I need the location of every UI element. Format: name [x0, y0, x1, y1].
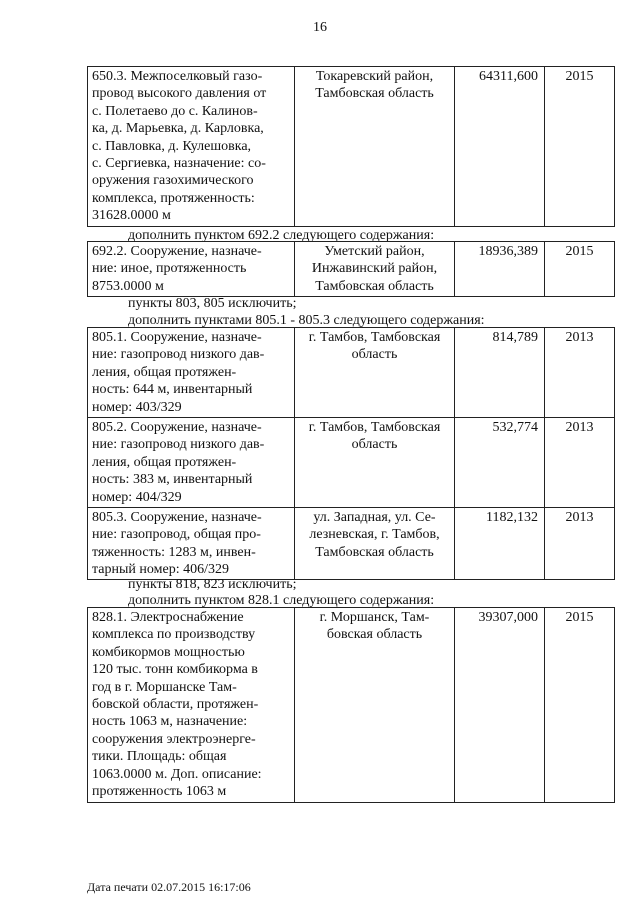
item-year: 2013: [545, 418, 615, 508]
text-line: 828.1. Электроснабжение: [92, 610, 244, 625]
item-year: 2013: [545, 328, 615, 418]
table-row: [88, 242, 615, 297]
text-line: ние: газопровод, общая про-: [92, 527, 261, 543]
text-line: Тамбовская область: [315, 278, 434, 294]
item-value: 532,774: [455, 418, 545, 508]
text-line: 31628.0000 м: [92, 208, 171, 224]
text-line: протяженность 1063 м: [92, 784, 227, 800]
text-line: с. Павловка, д. Кулешовка,: [92, 138, 252, 154]
item-value: 1182,132: [455, 508, 545, 580]
text-line: Тамбовская область: [315, 544, 434, 560]
note-text: пункты 818, 823 исключить;: [128, 577, 297, 592]
registry-table-2: [87, 241, 615, 297]
item-location: [295, 67, 455, 227]
table-row: [88, 328, 615, 418]
text-line: 120 тыс. тонн комбикорма в: [92, 662, 258, 678]
text-line: ние: газопровод низкого дав-: [92, 347, 265, 363]
text-line: ность: 644 м, инвентарный: [92, 382, 253, 398]
text-line: лезневская, г. Тамбов,: [309, 527, 440, 543]
item-year: 2015: [545, 242, 615, 297]
text-line: комплекса, протяженность:: [92, 190, 255, 206]
text-line: тарный номер: 406/329: [92, 562, 229, 578]
text-line: Токаревский район,: [315, 69, 434, 84]
table-row: [88, 508, 615, 580]
text-line: Инжавинский район,: [311, 261, 438, 277]
item-description: [88, 242, 295, 297]
item-description: [88, 418, 295, 508]
note-text: пункты 803, 805 исключить;: [128, 296, 297, 311]
text-line: комплекса по производству: [92, 627, 256, 643]
registry-table-3: [87, 327, 615, 580]
text-line: ние: иное, протяженность: [92, 261, 247, 277]
text-line: тики. Площадь: общая: [92, 749, 227, 765]
text-line: с. Полетаево до с. Калинов-: [92, 103, 258, 119]
note-text: дополнить пунктом 828.1 следующего содержания:: [128, 593, 435, 608]
text-line: область: [351, 437, 398, 453]
text-line: 692.2. Сооружение, назначе-: [92, 244, 262, 259]
text-line: ность: 383 м, инвентарный: [92, 472, 253, 488]
text-line: ул. Западная, ул. Се-: [313, 510, 436, 525]
item-description: [88, 508, 295, 580]
item-year: 2015: [545, 67, 615, 227]
text-line: Тамбовская область: [315, 86, 434, 102]
item-location: [295, 242, 455, 297]
item-description: [88, 328, 295, 418]
table-row: [88, 418, 615, 508]
item-year: 2015: [545, 608, 615, 803]
item-value: 814,789: [455, 328, 545, 418]
registry-table-4: [87, 607, 615, 803]
note-text: дополнить пунктом 692.2 следующего содержания:: [128, 228, 435, 243]
text-line: год в г. Моршанске Там-: [92, 679, 237, 695]
text-line: бовской области, протяжен-: [92, 697, 259, 713]
text-line: г. Тамбов, Тамбовская: [308, 330, 441, 345]
item-location: [295, 608, 455, 803]
text-line: область: [351, 347, 398, 363]
text-line: г. Тамбов, Тамбовская: [308, 420, 441, 435]
print-date-footer: Дата печати 02.07.2015 16:17:06: [87, 880, 251, 894]
table-row: [88, 67, 615, 227]
item-location: [295, 508, 455, 580]
item-year: 2013: [545, 508, 615, 580]
text-line: 805.2. Сооружение, назначе-: [92, 420, 262, 435]
text-line: Уметский район,: [324, 244, 425, 259]
text-line: ность 1063 м, назначение:: [92, 714, 248, 730]
registry-table-1: [87, 66, 615, 227]
note-text: дополнить пунктами 805.1 - 805.3 следующего содержания:: [128, 313, 485, 328]
item-value: 18936,389: [455, 242, 545, 297]
table-row: [88, 608, 615, 803]
text-line: тяженность: 1283 м, инвен-: [92, 544, 256, 560]
text-line: ления, общая протяжен-: [92, 364, 237, 380]
text-line: номер: 404/329: [92, 489, 182, 505]
text-line: комбикормов мощностью: [92, 644, 245, 660]
text-line: оружения газохимического: [92, 173, 254, 189]
page-number: 16: [313, 20, 327, 35]
text-line: сооружения электроэнерге-: [92, 731, 256, 747]
item-value: 64311,600: [455, 67, 545, 227]
text-line: номер: 403/329: [92, 399, 182, 415]
text-line: г. Моршанск, Там-: [319, 610, 430, 625]
text-line: 805.3. Сооружение, назначе-: [92, 510, 262, 525]
text-line: 1063.0000 м. Доп. описание:: [92, 766, 262, 782]
text-line: бовская область: [326, 627, 423, 643]
text-line: ние: газопровод низкого дав-: [92, 437, 265, 453]
text-line: ления, общая протяжен-: [92, 454, 237, 470]
item-location: [295, 328, 455, 418]
item-value: 39307,000: [455, 608, 545, 803]
text-line: 8753.0000 м: [92, 278, 164, 294]
item-location: [295, 418, 455, 508]
text-line: с. Сергиевка, назначение: со-: [92, 156, 266, 172]
text-line: 650.3. Межпоселковый газо-: [92, 69, 263, 84]
text-line: провод высокого давления от: [92, 86, 267, 102]
text-line: ка, д. Марьевка, д. Карловка,: [92, 121, 264, 137]
text-line: 805.1. Сооружение, назначе-: [92, 330, 262, 345]
item-description: [88, 608, 295, 803]
item-description: [88, 67, 295, 227]
